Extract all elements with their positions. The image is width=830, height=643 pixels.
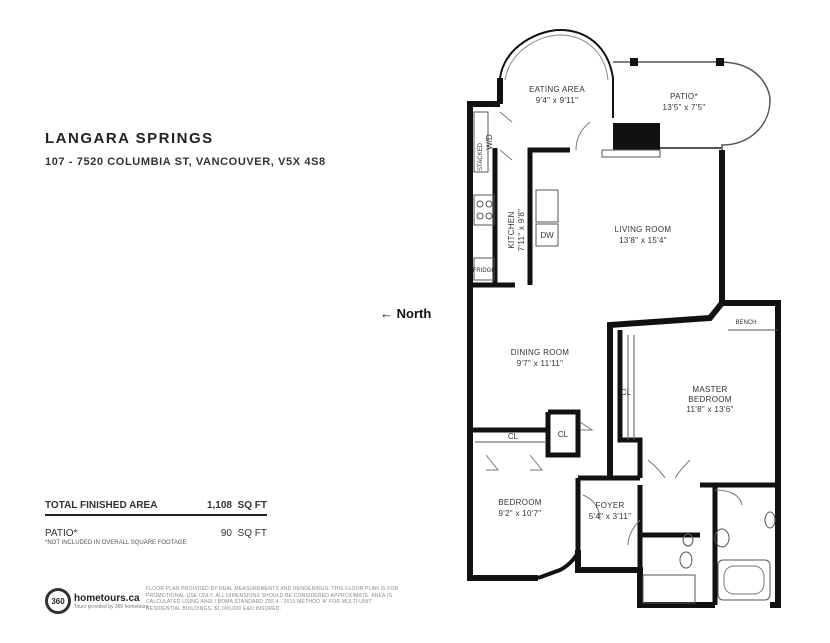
burner-icon xyxy=(477,213,483,219)
patio-area-label: PATIO* xyxy=(45,528,78,539)
bench-label: BENCH xyxy=(735,320,757,326)
eating-area-dims: 9'4" x 9'11" xyxy=(535,96,579,105)
brand-mark-icon: 360 xyxy=(45,588,71,614)
total-area-label: TOTAL FINISHED AREA xyxy=(45,500,158,511)
disclaimer-text: FLOOR PLAN PROVIDED BY REAL MEASUREMENTS AND RENDERINGS. THIS FLOOR PLAN IS FOR PROMOTIONAL USE ONLY. ALL DIMENSIONS SHOULD BE CONSIDERED APPROXIMATE. AREA IS CALCULATED USING ANSI / BOMA STANDARD Z65.4 - 2010 METHOD 'A' FOR MULTI-UNIT RESIDENTIAL BUILDINGS. $1,000,000 E&O INSURED. xyxy=(146,586,399,612)
sink-icon xyxy=(765,512,775,528)
master-bedroom-name-line2: BEDROOM xyxy=(688,395,732,404)
kitchen-dims: 7'11" x 9'8" xyxy=(517,208,526,252)
master-closet-label: CL xyxy=(620,388,632,397)
listing-address: 107 - 7520 COLUMBIA ST, VANCOUVER, V5X 4S8 xyxy=(45,156,326,168)
toilet-icon xyxy=(680,552,692,568)
hall-closet-label: CL xyxy=(557,430,569,439)
fireplace-hearth xyxy=(602,150,660,157)
bathtub-basin xyxy=(724,566,764,594)
burner-icon xyxy=(486,201,492,207)
stacked-label: STACKED xyxy=(478,143,484,171)
wd-label: W/D xyxy=(485,134,494,150)
dw-label: DW xyxy=(540,231,554,240)
fireplace-icon xyxy=(613,123,660,153)
patio-post xyxy=(630,58,638,66)
total-area-amount: 1,108 SQ FT xyxy=(206,500,267,511)
brand-name: hometours.ca xyxy=(74,592,140,604)
living-room-dims: 13'8" x 15'4" xyxy=(619,236,667,245)
north-indicator: ← North xyxy=(380,306,432,321)
dining-room-name: DINING ROOM xyxy=(510,348,570,357)
master-bedroom-dims: 11'8" x 13'6" xyxy=(686,405,734,414)
eating-area-name: EATING AREA xyxy=(528,85,586,94)
foyer-name: FOYER xyxy=(595,501,625,510)
kitchen-name: KITCHEN xyxy=(507,211,516,249)
patio-name: PATIO* xyxy=(670,92,698,101)
brand-tagline: Tours provided by 360 hometours xyxy=(74,603,149,610)
eating-bay-window xyxy=(505,35,608,80)
foyer-dims: 5'4" x 3'11" xyxy=(588,512,632,521)
dining-room-dims: 9'7" x 11'11" xyxy=(516,359,564,368)
burner-icon xyxy=(477,201,483,207)
stove-icon xyxy=(474,195,494,225)
patio-area-amount: 90 SQ FT xyxy=(220,528,267,539)
bedroom-dims: 9'2" x 10'7" xyxy=(498,509,542,518)
shower-icon xyxy=(643,575,695,603)
sink-icon xyxy=(536,190,558,222)
burner-icon xyxy=(486,213,492,219)
master-bedroom-name: MASTER xyxy=(692,385,728,394)
listing-title: LANGARA SPRINGS xyxy=(45,130,214,147)
patio-dims: 13'5" x 7'5" xyxy=(662,103,706,112)
interior-walls xyxy=(470,330,778,605)
patio-post xyxy=(716,58,724,66)
bedroom-closet-label: CL xyxy=(507,432,519,441)
bedroom-name: BEDROOM xyxy=(498,498,542,507)
fridge-label: FRIDGE xyxy=(472,268,496,274)
bedroom-bay-wall xyxy=(538,550,578,578)
living-room-name: LIVING ROOM xyxy=(614,225,672,234)
patio-note: *NOT INCLUDED IN OVERALL SQUARE FOOTAGE xyxy=(45,540,187,546)
